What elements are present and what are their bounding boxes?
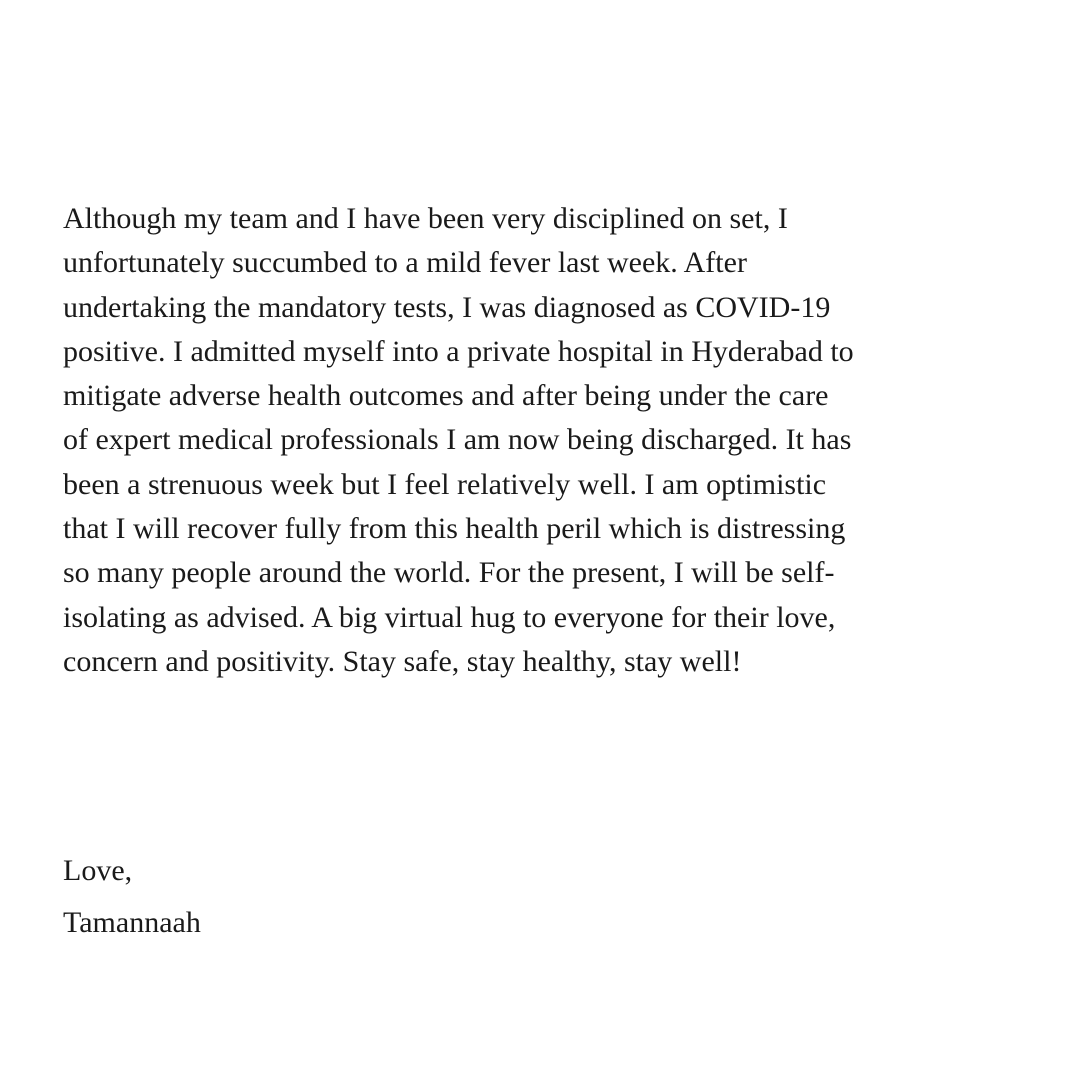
letter-line: so many people around the world. For the present, I will be self- (63, 556, 835, 590)
letter-line: unfortunately succumbed to a mild fever last week. After (63, 246, 747, 280)
letter-line: undertaking the mandatory tests, I was diagnosed as COVID-19 (63, 290, 831, 324)
letter-line: mitigate adverse health outcomes and after being under the care (63, 379, 829, 413)
letter-line: concern and positivity. Stay safe, stay healthy, stay well! (63, 644, 742, 678)
letter-body (63, 197, 1023, 684)
letter-line: that I will recover fully from this health peril which is distressing (63, 512, 846, 546)
letter-signature: Tamannaah (63, 906, 201, 939)
letter-line: of expert medical professionals I am now being discharged. It has (63, 423, 852, 457)
letter-line: been a strenuous week but I feel relatively well. I am optimistic (63, 467, 827, 501)
letter-line: isolating as advised. A big virtual hug to everyone for their love, (63, 600, 836, 634)
letter-closing: Love, (63, 854, 133, 887)
letter-line: positive. I admitted myself into a private hospital in Hyderabad to (63, 334, 854, 368)
letter-line: Although my team and I have been very disciplined on set, I (63, 202, 788, 235)
letter-sign-off (63, 845, 201, 949)
